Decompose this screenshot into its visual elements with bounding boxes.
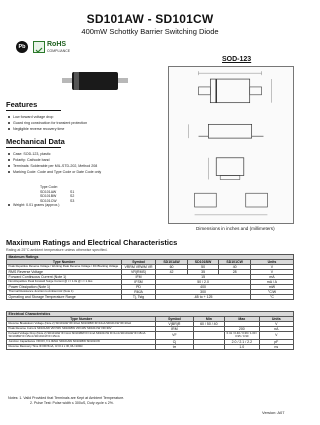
type-code-row: SD101CW S3 bbox=[40, 198, 75, 203]
note-1: Notes: 1. Valid Provided that Terminals are Kept at Ambient Temperature. bbox=[8, 396, 125, 400]
table-row: Junction Capacitance VR=0V, f=1.0MHz SD101AW SD101BW SD101CW Cj 2.0 / 2.1 / 2.2 pF bbox=[7, 339, 294, 344]
max-ratings-table bbox=[6, 254, 294, 300]
version-label: Version: A07 bbox=[262, 410, 285, 415]
list-item: Marking Code: Code and Type Code or Date Code only bbox=[8, 169, 101, 175]
features-list bbox=[8, 114, 87, 132]
table-header: Units bbox=[259, 317, 293, 322]
type-code-table bbox=[40, 185, 74, 203]
table-row: Operating and Storage Temperature Range Tj, Tstg -65 to + 125 °C bbox=[7, 295, 294, 300]
package-outline-drawing bbox=[168, 66, 294, 224]
mechanical-underline bbox=[6, 147, 61, 148]
features-underline bbox=[6, 110, 61, 111]
lead-free-badge: Pb bbox=[16, 41, 28, 53]
table-header: Max bbox=[225, 317, 259, 322]
weight-item bbox=[8, 202, 59, 208]
type-code-row: SD101BW S2 bbox=[40, 194, 75, 199]
diode-package-image bbox=[60, 66, 130, 96]
electrical-characteristics-table bbox=[6, 311, 294, 350]
table-row: Forward Voltage Drop (Note 2) SD101AW IF=1mA SD101BW IF=1mA SD101CW IF=1mA SD101AW IF=15mA SD101BW IF=15mA SD101CW IF=15mA VF 0.41 / 0.40 / 0.39 / 1.00 / 0.95 / 0.90 V bbox=[7, 332, 294, 340]
table-row: RMS Reverse Voltage VR(RMS) 42 35 28 V bbox=[7, 270, 294, 275]
document-title: SD101AW - SD101CW bbox=[86, 12, 214, 26]
table-row: Non-Repetitive Peak Forward Surge Current @ t = 1.0s @ t = 1.0us IFSM 50 / 2.0 mA / A bbox=[7, 280, 294, 285]
table-row: Power Dissipation (Note 1) PD 400 mW bbox=[7, 285, 294, 290]
bullet-icon bbox=[8, 122, 10, 124]
bullet-icon bbox=[8, 165, 10, 167]
document-subtitle: 400mW Schottky Barrier Switching Diode bbox=[81, 27, 219, 36]
table-header: Min bbox=[193, 317, 225, 322]
bullet-icon bbox=[8, 116, 10, 118]
table-header: Symbol bbox=[121, 260, 155, 265]
list-item: Weight: 0.01 grams (approx.) bbox=[8, 202, 59, 208]
table-header: SD101BW bbox=[187, 260, 219, 265]
rohs-sublabel: COMPLIANCE bbox=[47, 49, 71, 53]
bullet-icon bbox=[8, 128, 10, 130]
mechanical-list bbox=[8, 151, 101, 175]
features-title: Features bbox=[6, 100, 38, 109]
bullet-icon bbox=[8, 204, 10, 206]
bullet-icon bbox=[8, 171, 10, 173]
ratings-note: Rating at 25°C ambient temperature unless otherwise specified. bbox=[6, 248, 108, 252]
dimensions-caption: Dimensions in inches and (millimeters) bbox=[196, 226, 275, 231]
bullet-icon bbox=[8, 159, 10, 161]
list-item: Terminals: Solderable per MIL-STD-202, Method 208 bbox=[8, 163, 101, 169]
mechanical-title: Mechanical Data bbox=[6, 137, 65, 146]
table-header: SD101CW bbox=[219, 260, 251, 265]
rohs-label: RoHS bbox=[47, 41, 67, 48]
list-item: Negligible reverse recovery time bbox=[8, 126, 87, 132]
table-band: Electrical Characteristics bbox=[7, 312, 294, 317]
table-row: Peak Reverse Current SD101AW VR=50V SD101BW VR=40V SD101CW VR=30V IRM 200 nA bbox=[7, 327, 294, 332]
table-row: Reverse Breakdown Voltage (Note 2) SD101AW IR=10uA SD101BW IR=10uA SD101CW IR=10uA V(BR)R 60 / 50 / 40 V bbox=[7, 322, 294, 327]
list-item: Low forward voltage drop bbox=[8, 114, 87, 120]
package-label: SOD-123 bbox=[222, 56, 252, 63]
type-code-header: Type Code: bbox=[40, 185, 58, 189]
table-header: Units bbox=[250, 260, 293, 265]
note-2: 2. Pulse Test: Pulse width ≤ 300uS, Duty cycle ≤ 2%. bbox=[30, 401, 114, 405]
list-item: Guard ring construction for transient protection bbox=[8, 120, 87, 126]
list-item: Polarity: Cathode band bbox=[8, 157, 101, 163]
table-header: Type Number bbox=[7, 260, 122, 265]
rohs-icon bbox=[33, 41, 45, 53]
ratings-title: Maximum Ratings and Electrical Characteristics bbox=[6, 238, 178, 247]
notes bbox=[8, 396, 124, 406]
table-header: SD101AW bbox=[156, 260, 188, 265]
table-row: Reverse Recovery Time IF=IR=5mA, Irr=0.1 x IR, RL=100Ω trr 1.0 ns bbox=[7, 344, 294, 349]
list-item: Case: SOD-123, plastic bbox=[8, 151, 101, 157]
table-row: Thermal Resistance Junction to Ambient Air (Note 1) RθJA 300 °C/W bbox=[7, 290, 294, 295]
type-code-row: SD101AW S1 bbox=[40, 189, 75, 194]
table-header: Type Number bbox=[7, 317, 156, 322]
table-row: Forward Continuous Current (Note 1) IFM 15 mA bbox=[7, 275, 294, 280]
bullet-icon bbox=[8, 153, 10, 155]
table-row: Peak Repetitive Reverse Voltage / Working Peak Reverse Voltage / DC Blocking Voltage VRRM VRWM VR 60 50 40 V bbox=[7, 265, 294, 270]
table-band: Maximum Ratings bbox=[7, 255, 294, 260]
table-header: Symbol bbox=[156, 317, 193, 322]
